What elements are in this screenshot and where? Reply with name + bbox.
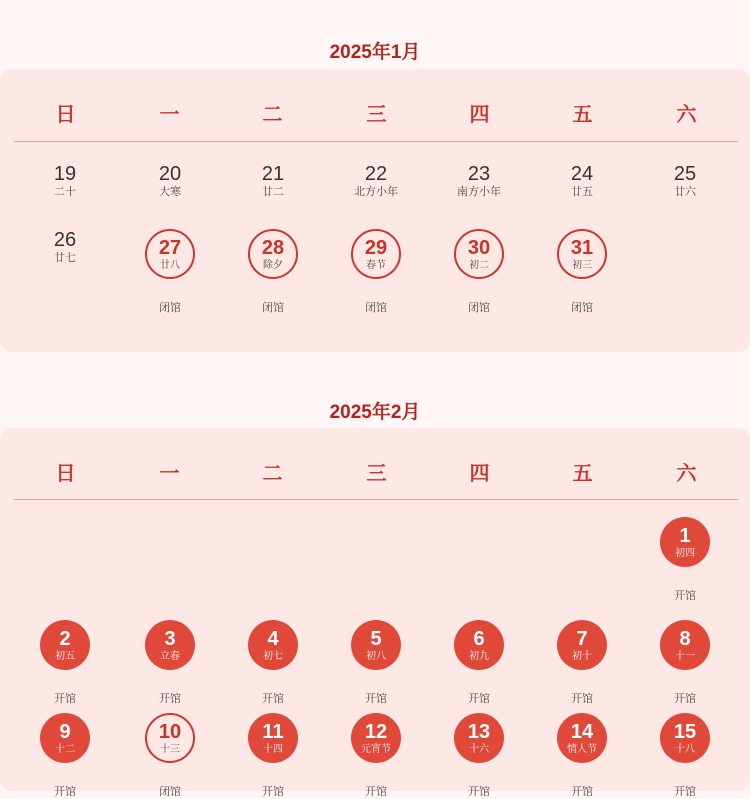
closed-day-badge	[145, 229, 195, 279]
calendar-february	[0, 428, 750, 798]
museum-status: 闭馆	[365, 302, 387, 314]
day-number: 1	[679, 524, 691, 547]
lunar-date: 立春	[160, 650, 180, 662]
closed-day-badge	[248, 229, 298, 279]
day-cell-26[interactable]	[15, 229, 115, 265]
weekday-fri: 五	[572, 104, 593, 126]
day-number: 25	[673, 163, 697, 185]
museum-status: 开馆	[365, 693, 387, 705]
lunar-date: 廿八	[160, 259, 180, 271]
divider	[14, 499, 738, 500]
lunar-date: 初五	[55, 650, 75, 662]
day-number: 14	[570, 720, 594, 743]
weekday-sat: 六	[676, 463, 697, 485]
day-number: 19	[53, 163, 77, 185]
lunar-date: 春节	[366, 259, 386, 271]
divider	[14, 141, 738, 142]
day-cell-3[interactable]	[120, 620, 220, 706]
day-number: 24	[570, 163, 594, 185]
weekday-wed: 三	[366, 104, 387, 126]
month-title-january: 2025年1月	[329, 42, 421, 63]
museum-status: 开馆	[674, 693, 696, 705]
day-cell-31[interactable]	[532, 229, 632, 315]
museum-status: 开馆	[571, 786, 593, 798]
day-number: 30	[467, 236, 491, 259]
museum-status: 开馆	[468, 693, 490, 705]
museum-status: 开馆	[365, 786, 387, 798]
weekday-sun: 日	[55, 463, 76, 485]
day-cell-13[interactable]	[429, 713, 529, 799]
day-cell-24[interactable]	[532, 163, 632, 199]
museum-status: 开馆	[54, 786, 76, 798]
open-day-badge	[145, 620, 195, 670]
museum-status: 闭馆	[571, 302, 593, 314]
lunar-date: 廿五	[571, 186, 593, 198]
museum-status: 闭馆	[159, 302, 181, 314]
day-number: 3	[164, 627, 176, 650]
day-number: 22	[364, 163, 388, 185]
open-day-badge	[40, 620, 90, 670]
day-cell-8[interactable]	[635, 620, 735, 706]
lunar-date: 十八	[675, 743, 695, 755]
museum-status: 开馆	[262, 693, 284, 705]
weekday-thu: 四	[469, 104, 490, 126]
day-number: 6	[473, 627, 485, 650]
lunar-date: 初三	[572, 259, 592, 271]
calendar-january	[0, 69, 750, 352]
museum-status: 开馆	[571, 693, 593, 705]
day-cell-15[interactable]	[635, 713, 735, 799]
weekday-thu: 四	[469, 463, 490, 485]
open-day-badge	[454, 713, 504, 763]
lunar-date: 十四	[263, 743, 283, 755]
open-day-badge	[40, 713, 90, 763]
open-day-badge	[248, 620, 298, 670]
museum-status: 闭馆	[159, 786, 181, 798]
open-day-badge	[454, 620, 504, 670]
weekday-sun: 日	[55, 104, 76, 126]
day-number: 26	[53, 229, 77, 251]
open-day-badge	[351, 713, 401, 763]
lunar-date: 初二	[469, 259, 489, 271]
day-number: 10	[158, 720, 182, 743]
day-number: 21	[261, 163, 285, 185]
open-day-badge	[660, 713, 710, 763]
weekday-fri: 五	[572, 463, 593, 485]
lunar-date: 初八	[366, 650, 386, 662]
museum-status: 开馆	[159, 693, 181, 705]
museum-status: 开馆	[262, 786, 284, 798]
day-number: 27	[158, 236, 182, 259]
museum-status: 开馆	[468, 786, 490, 798]
weekday-mon: 一	[159, 104, 180, 126]
museum-status: 开馆	[674, 786, 696, 798]
open-day-badge	[660, 517, 710, 567]
closed-day-badge	[557, 229, 607, 279]
day-cell-1[interactable]	[635, 517, 735, 603]
day-cell-10[interactable]	[120, 713, 220, 799]
day-cell-27[interactable]	[120, 229, 220, 315]
lunar-date: 二十	[54, 186, 76, 198]
day-cell-20[interactable]	[120, 163, 220, 199]
open-day-badge	[248, 713, 298, 763]
day-cell-28[interactable]	[223, 229, 323, 315]
day-number: 2	[59, 627, 71, 650]
lunar-date: 初七	[263, 650, 283, 662]
lunar-date: 廿七	[54, 252, 76, 264]
lunar-date: 大寒	[159, 186, 181, 198]
day-number: 23	[467, 163, 491, 185]
day-cell-23[interactable]	[429, 163, 529, 199]
day-cell-6[interactable]	[429, 620, 529, 706]
day-number: 11	[262, 720, 284, 743]
lunar-date: 廿六	[674, 186, 696, 198]
day-number: 5	[370, 627, 382, 650]
lunar-date: 初九	[469, 650, 489, 662]
lunar-date: 初四	[675, 547, 695, 559]
day-cell-9[interactable]	[15, 713, 115, 799]
day-number: 12	[364, 720, 388, 743]
lunar-date: 北方小年	[354, 186, 398, 198]
lunar-date: 初十	[572, 650, 592, 662]
lunar-date: 除夕	[263, 259, 283, 271]
day-number: 13	[467, 720, 491, 743]
day-cell-30[interactable]	[429, 229, 529, 315]
weekday-wed: 三	[366, 463, 387, 485]
open-day-badge	[660, 620, 710, 670]
day-cell-21[interactable]	[223, 163, 323, 199]
lunar-date: 情人节	[567, 743, 597, 755]
day-cell-14[interactable]	[532, 713, 632, 799]
day-cell-22[interactable]	[326, 163, 426, 199]
day-number: 8	[679, 627, 691, 650]
museum-status: 闭馆	[262, 302, 284, 314]
day-cell-25[interactable]	[635, 163, 735, 199]
day-cell-4[interactable]	[223, 620, 323, 706]
lunar-date: 十三	[160, 743, 180, 755]
lunar-date: 十六	[469, 743, 489, 755]
day-number: 4	[267, 627, 279, 650]
museum-status: 开馆	[54, 693, 76, 705]
day-cell-7[interactable]	[532, 620, 632, 706]
museum-status: 闭馆	[468, 302, 490, 314]
closed-day-badge	[454, 229, 504, 279]
closed-day-badge	[351, 229, 401, 279]
lunar-date: 廿二	[262, 186, 284, 198]
month-title-february: 2025年2月	[329, 402, 421, 423]
closed-day-badge	[145, 713, 195, 763]
weekday-tue: 二	[262, 463, 283, 485]
weekday-mon: 一	[159, 463, 180, 485]
day-cell-5[interactable]	[326, 620, 426, 706]
day-number: 7	[576, 627, 588, 650]
day-number: 9	[59, 720, 71, 743]
lunar-date: 元宵节	[361, 743, 391, 755]
day-number: 15	[673, 720, 697, 743]
day-number: 28	[261, 236, 285, 259]
day-number: 29	[364, 236, 388, 259]
lunar-date: 十一	[675, 650, 695, 662]
day-number: 31	[570, 236, 594, 259]
day-cell-2[interactable]	[15, 620, 115, 706]
day-cell-19[interactable]	[15, 163, 115, 199]
day-cell-11[interactable]	[223, 713, 323, 799]
open-day-badge	[557, 620, 607, 670]
day-cell-12[interactable]	[326, 713, 426, 799]
lunar-date: 南方小年	[457, 186, 501, 198]
day-number: 20	[158, 163, 182, 185]
day-cell-29[interactable]	[326, 229, 426, 315]
lunar-date: 十二	[55, 743, 75, 755]
open-day-badge	[351, 620, 401, 670]
weekday-tue: 二	[262, 104, 283, 126]
open-day-badge	[557, 713, 607, 763]
museum-status: 开馆	[674, 590, 696, 602]
weekday-sat: 六	[676, 104, 697, 126]
